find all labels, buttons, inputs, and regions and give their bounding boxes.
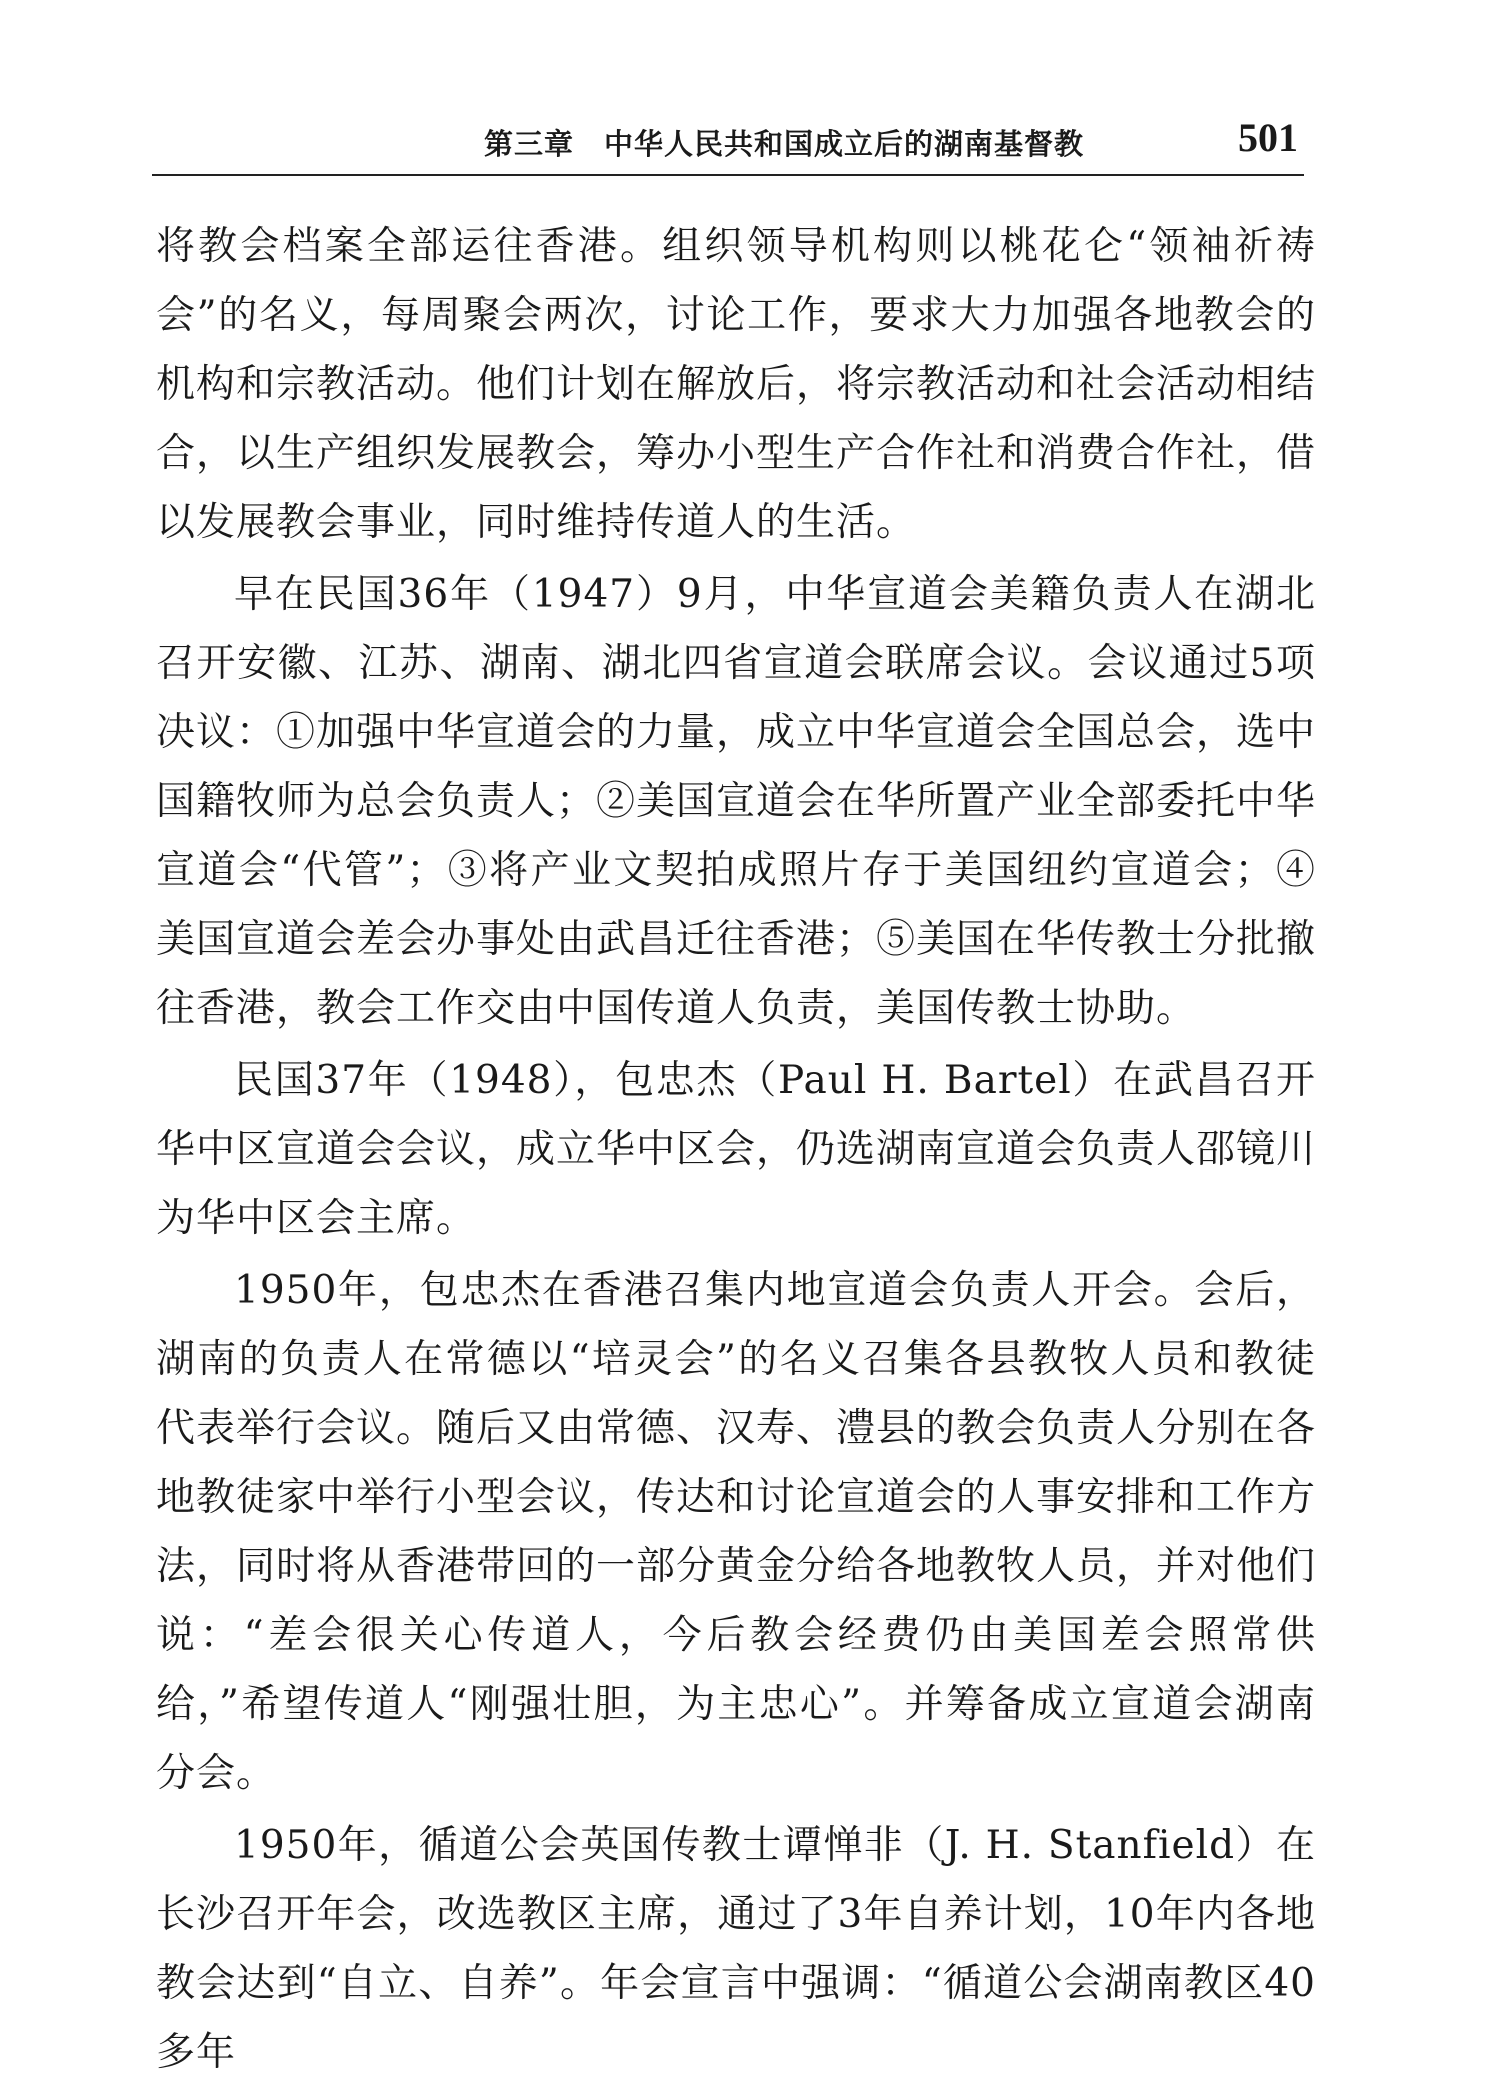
body-text [156, 212, 1316, 2090]
paragraph-5: 1950年，循道公会英国传教士谭惮非（J. H. Stanfield）在长沙召开年会，改选教区主席，通过了3年自养计划，10年内各地教会达到“自立、自养”。年会宣言中强调：“循道公会湖南教区40多年 [156, 1823, 1316, 2075]
page-number: 501 [1238, 115, 1298, 160]
paragraph-1: 将教会档案全部运往香港。组织领导机构则以桃花仑“领袖祈祷会”的名义，每周聚会两次，讨论工作，要求大力加强各地教会的机构和宗教活动。他们计划在解放后，将宗教活动和社会活动相结合，以生产组织发展教会，筹办小型生产合作社和消费合作社，借以发展教会事业，同时维持传道人的生活。 [156, 224, 1317, 545]
running-header [152, 115, 1304, 176]
chapter-title: 第三章 中华人民共和国成立后的湖南基督教 [483, 127, 1084, 161]
paragraph-3: 民国37年（1948），包忠杰（Paul H. Bartel）在武昌召开华中区宣道会会议，成立华中区会，仍选湖南宣道会负责人邵镜川为华中区会主席。 [156, 1058, 1317, 1241]
paragraph-2: 早在民国36年（1947）9月，中华宣道会美籍负责人在湖北召开安徽、江苏、湖南、湖北四省宣道会联席会议。会议通过5项决议：①加强中华宣道会的力量，成立中华宣道会全国总会，选中国籍牧师为总会负责人；②美国宣道会在华所置产业全部委托中华宣道会“代管”；③将产业文契拍成照片存于美国纽约宣道会；④美国宣道会差会办事处由武昌迁往香港；⑤美国在华传教士分批撤往香港，教会工作交由中国传道人负责，美国传教士协助。 [156, 572, 1317, 1031]
paragraph-4: 1950年，包忠杰在香港召集内地宣道会负责人开会。会后，湖南的负责人在常德以“培灵会”的名义召集各县教牧人员和教徒代表举行会议。随后又由常德、汉寿、澧县的教会负责人分别在各地教徒家中举行小型会议，传达和讨论宣道会的人事安排和工作方法，同时将从香港带回的一部分黄金分给各地教牧人员，并对他们说：“差会很关心传道人，今后教会经费仍由美国差会照常供给，”希望传道人“刚强壮胆，为主忠心”。并筹备成立宣道会湖南分会。 [156, 1268, 1317, 1796]
